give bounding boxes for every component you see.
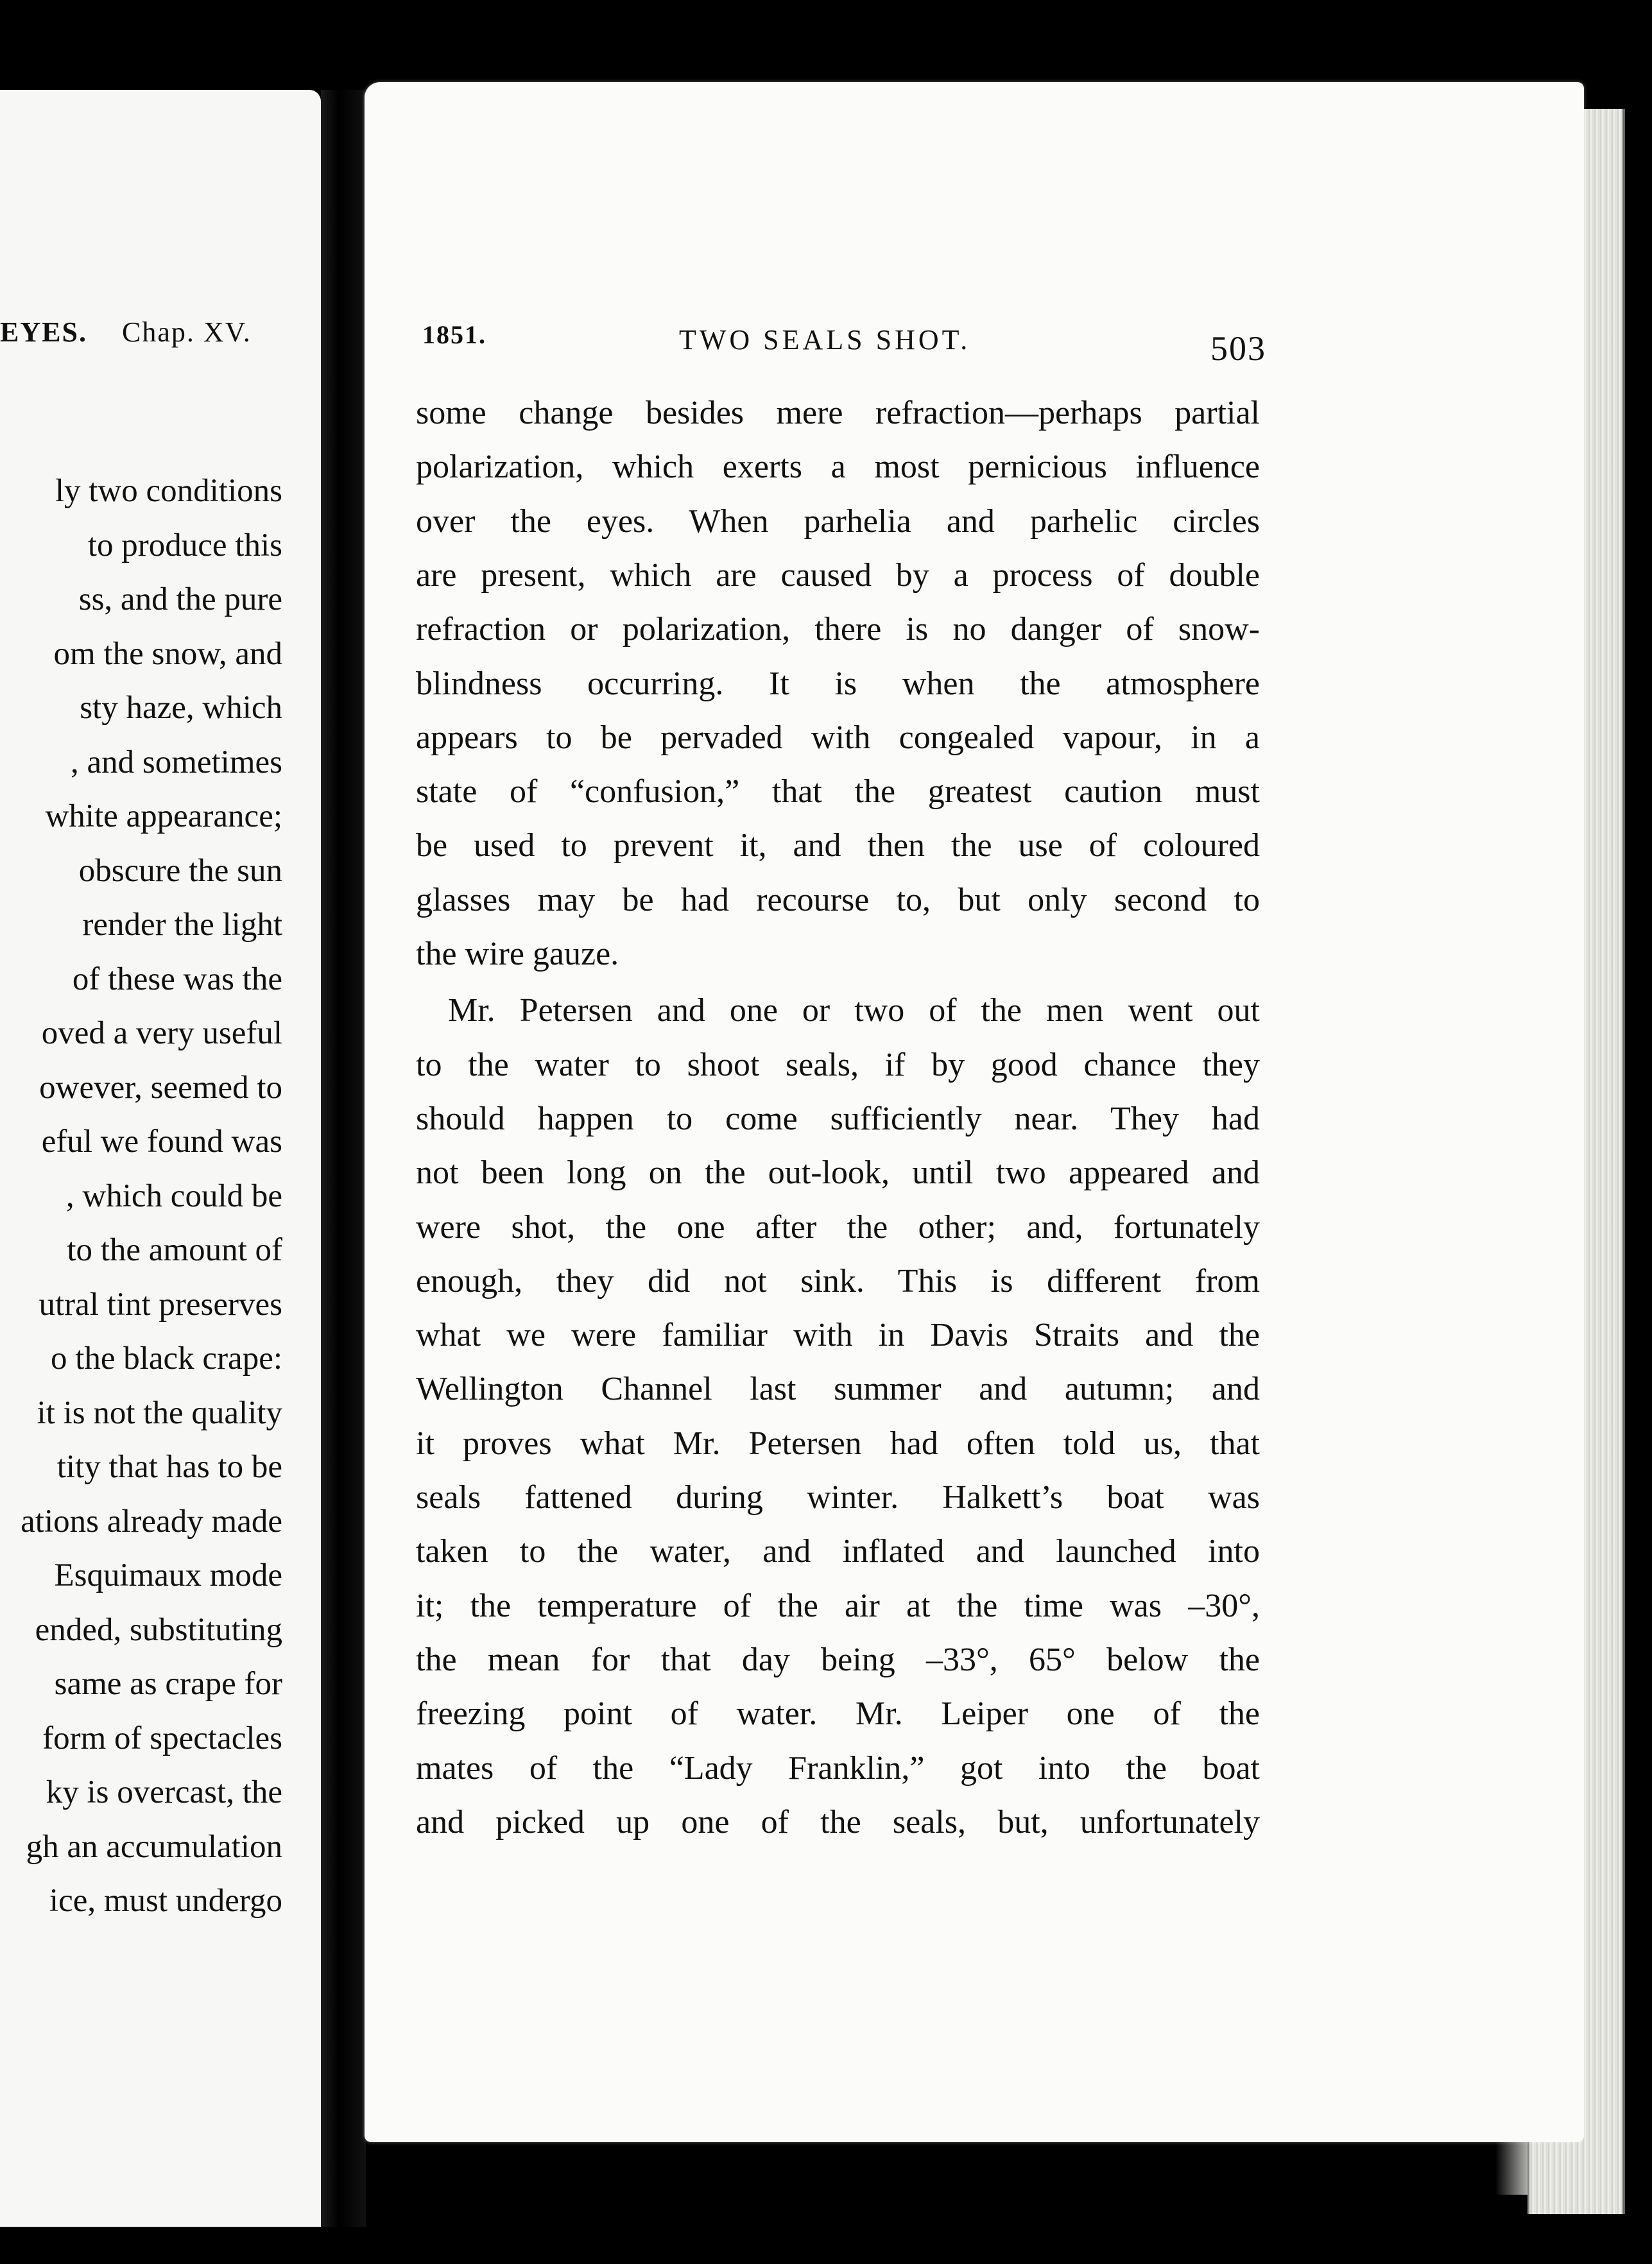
body-text-line: are present, which are caused by a process of double	[416, 556, 1260, 594]
body-text-line: Mr. Petersen and one or two of the men went out	[448, 992, 1260, 1029]
body-text-line: polarization, which exerts a most pernicious influence	[416, 449, 1260, 486]
left-text-line: it is not the quality	[37, 1394, 282, 1431]
left-text-line: ss, and the pure	[78, 581, 282, 617]
left-text-line: obscure the sun	[78, 852, 282, 889]
book-gutter	[321, 90, 366, 2227]
left-text-line: o the black crape:	[50, 1341, 282, 1376]
left-text-line: Esquimaux mode	[54, 1557, 282, 1593]
running-head-title: TWO SEALS SHOT.	[679, 324, 971, 356]
left-text-line: oved a very useful	[41, 1015, 282, 1051]
body-text-line: Wellington Channel last summer and autumn; and	[416, 1371, 1260, 1408]
page-number: 503	[1210, 329, 1266, 368]
left-text-line: ice, must undergo	[49, 1883, 282, 1919]
body-text-line: what we were familiar with in Davis Straits and the	[416, 1317, 1260, 1354]
left-text-line: of these was the	[72, 961, 282, 997]
body-text-line: over the eyes. When parhelia and parhelic circles	[416, 502, 1260, 540]
left-text-line: ky is overcast, the	[46, 1774, 282, 1810]
body-text-line: enough, they did not sink. This is different from	[416, 1262, 1260, 1299]
left-text-line: ly two conditions	[55, 473, 282, 509]
body-text-line: taken to the water, and inflated and launched into	[416, 1533, 1260, 1570]
left-text-line: to the amount of	[67, 1232, 282, 1268]
left-text-line: sty haze, which	[80, 690, 282, 726]
body-text-line: it proves what Mr. Petersen had often told us, that	[416, 1425, 1260, 1462]
left-running-head-word: EYES.	[0, 316, 87, 348]
right-page	[365, 82, 1584, 2142]
left-text-line: form of spectacles	[42, 1720, 282, 1756]
left-text-line: eful we found was	[41, 1124, 282, 1160]
body-text-line: glasses may be had recourse to, but only second to	[416, 881, 1260, 918]
body-text-line: state of “confusion,” that the greatest caution must	[416, 773, 1260, 810]
body-text-line: some change besides mere refraction—perhaps partial	[416, 395, 1260, 431]
body-text-line: should happen to come sufficiently near. They had	[416, 1100, 1260, 1137]
left-page	[0, 90, 321, 2227]
body-text-line: refraction or polarization, there is no danger of snow-	[416, 611, 1260, 648]
left-text-line: , and sometimes	[70, 744, 282, 780]
running-head-year: 1851.	[422, 320, 486, 349]
body-text-line: were shot, the one after the other; and, fortunately	[416, 1208, 1260, 1246]
body-text-line: be used to prevent it, and then the use of coloured	[416, 827, 1260, 864]
left-text-line: same as crape for	[54, 1666, 282, 1702]
left-text-line: tity that has to be	[56, 1449, 282, 1485]
body-text-line: freezing point of water. Mr. Leiper one of the	[416, 1695, 1260, 1733]
body-text-line: mates of the “Lady Franklin,” got into the boat	[416, 1749, 1260, 1787]
body-text-line: seals fattened during winter. Halkett’s boat was	[416, 1479, 1260, 1516]
body-text-line: it; the temperature of the air at the time was –30°,	[416, 1587, 1260, 1624]
left-text-line: white appearance;	[45, 798, 282, 834]
left-text-line: gh an accumulation	[26, 1828, 282, 1865]
left-text-line: render the light	[82, 907, 282, 943]
body-text-line: not been long on the out-look, until two appeared and	[416, 1154, 1260, 1192]
left-text-line: ended, substituting	[35, 1611, 282, 1648]
body-text-line: the mean for that day being –33°, 65° below the	[416, 1641, 1260, 1678]
left-running-head-chapter: Chap. XV.	[122, 316, 252, 348]
body-text-line: and picked up one of the seals, but, unfortunately	[416, 1803, 1260, 1840]
right-running-head	[365, 320, 1584, 371]
body-text-line: blindness occurring. It is when the atmosphere	[416, 665, 1260, 702]
body-text-line: the wire gauze.	[416, 936, 619, 972]
left-text-line: to produce this	[87, 527, 282, 563]
body-text-line: to the water to shoot seals, if by good chance they	[416, 1046, 1260, 1083]
body-text-line: appears to be pervaded with congealed vapour, in a	[416, 719, 1260, 756]
left-text-line: om the snow, and	[53, 635, 282, 672]
left-text-line: , which could be	[65, 1178, 282, 1214]
left-text-line: owever, seemed to	[39, 1069, 282, 1106]
left-text-line: utral tint preserves	[39, 1286, 282, 1323]
left-text-line: ations already made	[21, 1503, 282, 1539]
